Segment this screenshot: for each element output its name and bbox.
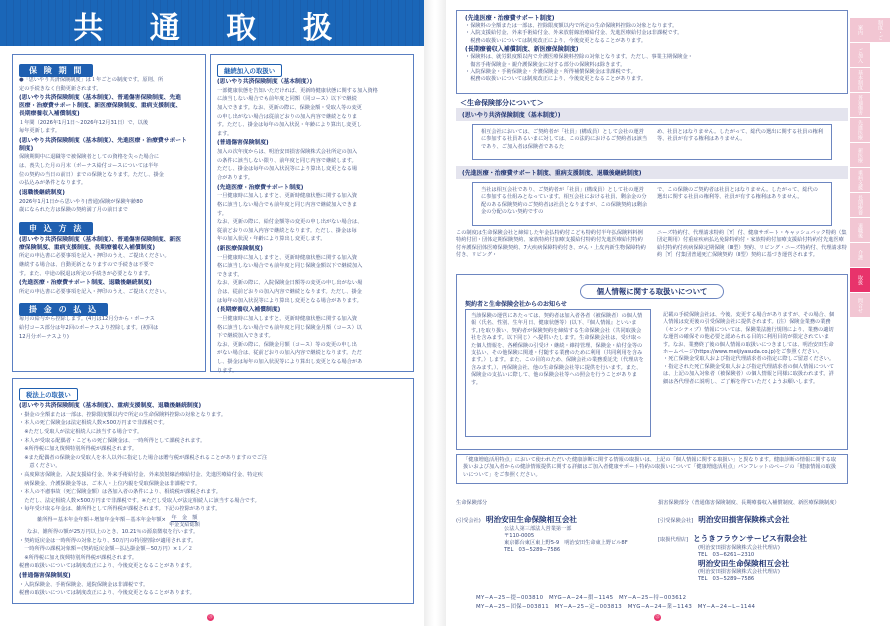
formula-denominator: 年金支給総額 <box>168 521 200 528</box>
keizoku-text: 下で継続加入できます。 <box>217 333 274 340</box>
company-label: 生命保険部分 <box>456 500 488 506</box>
company-role: (引受会社) <box>456 518 481 524</box>
kikan-text: 定の手続きなく自動更新されます。 <box>19 85 102 92</box>
keizoku-text: なお、更新の際に、入院保険金日額等の変更の申し出がない場 <box>217 280 363 287</box>
kikan-subhead: 長期療養収入補償制度) <box>19 110 80 117</box>
moushikomi-text: す。また、中途の脱退は所定の手続きが必要となります。 <box>19 270 154 277</box>
zei-text: ・本人の不慮事故（死亡保険金額）は各加入者の条件により、相続税が課税されます。 <box>19 489 221 496</box>
index-tab[interactable]: 普通傷害 <box>850 93 870 117</box>
document-codes-1: MY−A−25−提−003810 MYG−A−24−損−1145 MY−A−25−持−003612 <box>476 595 687 601</box>
kikan-text: は、喪失した月の月末（ボーナス給付コースについては半年 <box>19 162 159 169</box>
company-dept: 公法人第三部法人営業第一部 <box>504 526 572 532</box>
keizoku-text: 一旦健康時に加入しますと、更新時健康状態に関する加入資 <box>217 316 358 323</box>
kojin-subhead: 契約者と生命保険会社からのお知らせ <box>465 301 567 308</box>
kojin-left-panel <box>465 309 651 437</box>
seimei-box1-text: 相互会社においては、ご契約者が「社員」(構成員）として会社の運営に参加する社員あるいまに対しては、この法的におけるご契約者は該当であり、ご加入者は保険者であるた <box>481 129 648 150</box>
company-role: [引受保険会社] <box>658 518 694 524</box>
index-tabs <box>850 18 883 318</box>
keizoku-text: 年の加入状況・年齢により算出し変更します。 <box>217 236 326 243</box>
keizoku-text: 合は、従前どおりの加入内容で継続となります。ただし、掛金 <box>217 289 362 296</box>
tax2-text: 税務の取扱いについては制度改正により、今後変更となることがあります。 <box>465 37 647 44</box>
section-heading-kakekin: 掛 金 の 払 込 <box>19 303 108 316</box>
index-tab[interactable]: 問合せ <box>850 293 870 317</box>
keizoku-text: 一部健康状態を告知いただければ、更新時健康状態に関する加入資格 <box>217 87 378 94</box>
formula-text: 雑所得＝基本年金年額＋増加年金年額－基本年金年額× <box>37 517 166 524</box>
tax2-text: 傷害手術保険金・親介護保険金に対する部分の保険料は除きます。 <box>465 61 626 68</box>
kakekin-text: 12月分ボーナスより) <box>19 333 69 340</box>
index-tab-active[interactable]: 取扱 <box>850 268 870 292</box>
index-tab[interactable]: 制度・ご案内 <box>850 18 890 42</box>
keizoku-text: 従前どおりの加入内容で継続となります。ただし、掛金は毎 <box>217 227 357 234</box>
kikan-subhead: (思いやり共済保険制度（基本制度）、先進医療・治療費サポート <box>19 137 187 144</box>
tax-box <box>12 378 414 604</box>
formula-numerator: 年 金 額 <box>171 514 198 521</box>
zei-text: 病保険金、介護保険金等は、ご本人・上位内親を受取保険金は非課税です。 <box>19 480 201 487</box>
keizoku-text: の条件に該当しない限り、前年度と同じ内容で継続します。 <box>217 157 357 164</box>
zei-text: 税務の取扱いについては制度改正により、今後変更となることがあります。 <box>19 590 195 597</box>
page-number-left: ㉛ <box>208 615 213 620</box>
company-sub: (明治安田損害保険株式会社代理店) <box>698 569 780 575</box>
tax-continued-box <box>456 10 848 94</box>
kikan-text: 歳になられた方は保険の契約満了月の前日まで <box>19 207 128 214</box>
kikan-subhead: 制度) <box>19 145 34 152</box>
moushikomi-text: 継続する場合は、自動更新となりますので手続きは不要で <box>19 261 154 268</box>
moushikomi-subhead: (先進医療・治療費サポート制度、退職後継続制度) <box>19 280 152 287</box>
section-heading-kikan: 保 険 期 間 <box>19 64 93 77</box>
seimei-box2-text: で、この保険のご契約者は社員とはなりません。したがって、総代の選出に関する社員の権利等、社員が有する権利はありません。 <box>657 187 818 201</box>
kikan-subhead: (思いやり共済保険制度（基本制度）、普通傷害保険制度、先進 <box>19 95 182 102</box>
kikan-text: ●「思いやり共済保険制度」は１年ごとの制度です。原則、所 <box>19 77 164 83</box>
keizoku-subhead: (先進医療・治療費サポート制度) <box>217 184 304 191</box>
tax2-text: ・保険料の全額または一部は、控除限度額以内で所定の生命保険料控除の対象となります。 <box>465 23 678 29</box>
left-column-box <box>12 54 206 372</box>
tax2-text: 税務の取扱いについては制度改正により、今後変更となることがあります。 <box>465 76 647 83</box>
seimei-title: ＜生命保険部分について＞ <box>460 99 544 107</box>
kojin-text: 記載の手続保険会社は、今後、変更する場合がありますが、その場合、個人情報は変更後の引受保険会社に提供されます。(注）保険金業務の業務（センシティブ）情報については、保険業法施行規則により、業務の適切な運営の確保その他必要と認められる目的に利用目的が限定されています。なお、業務終了後の個人情報の取扱いにつきましては、明治安田生命ホームページ(https://www.meijiyasuda.co.jp)をご参照ください。 ・死亡保険金受取人および指定代理請求者の指定に際しご留意ください。 ・指定された死亡保険金受取人および指定代理請求者の個人情報については、上記の加入対象者（被保険者）の個人情報と同様に取扱われます。詳細は各代理者に説明し、ご了解を得ていただくようお願いします。 <box>663 312 835 385</box>
keizoku-text: ります。 <box>217 367 238 374</box>
right-column-box <box>210 54 414 372</box>
keizoku-text: なお、更新の際に、給付金額等の変更の申し出がない場合は、 <box>217 219 363 226</box>
zei-text: 一時所得の課税対象額＝(契約返戻金額－払込掛金額－50万円）×１／２ <box>19 546 193 553</box>
kakekin-text: 給付コース部分は年2回のボーナスより控除します。(初回は <box>19 325 159 332</box>
formula-fraction <box>169 515 200 528</box>
index-tab[interactable]: 先進医療 <box>850 118 870 142</box>
company-name: 明治安田損害保険株式会社 <box>698 515 790 524</box>
zei-text: ※ただし受取人が法定相続人に該当する場合です。 <box>19 428 143 435</box>
tax2-text: ・入院支援給付金、外来手術給付金、外来放射線治療給付金、先進医療給付金は非課税です。 <box>465 30 683 37</box>
zei-text: ・本人が受取る配偶者・こどもの死亡保険金は、一時所得として課税されます。 <box>19 437 206 444</box>
zei-text: ※所得税に加え復興特別所得税が課税されます。 <box>19 446 138 453</box>
left-page <box>0 0 424 626</box>
document-codes-2: MY−A−25−団保−003811 MY−A−25−定−003813 MYG−A−24−業−1143 MY−A−24−L−1144 <box>476 604 756 610</box>
kikan-text: 2026年1月1日から思いやり(普通)保険が保険年齢80 <box>19 198 143 205</box>
keizoku-text: 加入できます。なお、更新の際に、保険金額・受取人等の変更 <box>217 104 362 111</box>
index-tab[interactable]: 退職後 <box>850 218 870 242</box>
zei-text: ・契約返戻金は一時所得の対象となり、50万円の特別控除が適用されます。 <box>19 537 197 544</box>
index-tab[interactable]: 基本制度 <box>850 68 870 92</box>
seimei-box-2 <box>472 182 832 226</box>
tax2-subhead: (先進医療・治療費サポート制度) <box>465 15 555 22</box>
kojin-joho-box <box>456 274 848 450</box>
keizoku-text: 一旦健康時に加入しますと、更新時健康状態に関する加入資 <box>217 193 358 200</box>
company-block-nonlife <box>658 500 848 583</box>
moushikomi-subhead: 療保険制度、重病支援制度、長期療養収入補償制度) <box>19 244 155 251</box>
keizoku-text: ただし、掛金は毎年の加入状況等により算出し変更となる場 <box>217 166 358 173</box>
seimei-subhead-bar-2: (先進医療・治療費サポート制度、重病支援制度、退職後継続制度) <box>456 166 848 179</box>
company-block-life <box>456 500 656 554</box>
section-heading-keizoku: 継続加入の取扱い <box>217 64 282 77</box>
zei-text: ・掛金の全額または一部は、控除限度額以内で所定の生命保険料控除の対象となります。 <box>19 411 227 418</box>
keizoku-text: に該当しない場合でも前年度と同額（同コース）以下で継続 <box>217 96 357 103</box>
tax2-text: ・入院保険金・手術保険金・介護保険金・所得補償保険金は非課税です。 <box>465 69 636 76</box>
kikan-subhead: (退職後継続制度) <box>19 189 65 196</box>
kenko-note-box <box>456 454 848 484</box>
company-name: 明治安田生命保険相互会社 <box>485 515 578 524</box>
moushikomi-text: 所定の申込書に必要事項を記入・押印のうえ、ご提出ください。 <box>19 253 170 260</box>
kikan-text: １年間（2026年1月1日〜2026年12月31日）で、以後 <box>19 119 149 126</box>
keizoku-text: 格に該当しない場合でも前年度と同じ保険金額以下で継続加入 <box>217 263 363 270</box>
index-tab[interactable]: 重病支援 <box>850 168 870 192</box>
page-number-right: ㉜ <box>655 615 660 620</box>
kojin-text: 当該保険の運営にあたっては、契約者は加入者各者（被保険者）の個人情報（氏名、性別、生年月日、健康状態等）(以下、『個人情報』といいます。)を取り扱い、契約者が保険契約を締結する生命保険会社（共同取扱会社を含みます。以下同じ）へ提供いたします。生命保険会社は、受け取った個人情報を、各種保険の引受け・継続・維持管理、保険金・給付金等の支払い、その他保険に関連・付随する業務のために利用（共同利用を含みます。）します。また、この目的のため、保険会社の業務委託先（代理店を含みます。）、再保険会社、他の生命保険会社等に提供を行います。また、保険金の支払いに際して、他の保険会社等への照会を行うことがあります。 <box>471 313 644 386</box>
seimei-subhead-bar: (思いやり共済保険制度（基本制度）) <box>456 108 848 121</box>
page-header <box>0 0 424 46</box>
seido-text: ニーズ特約付、代理請求特約［Y］付、健康サポート・キャッシュバック特約（集団定期用）付重症疾病払込免除特約付・家族特約付加療支援給付特約付先進医療給付特約付疾病保障定期保険（Ⅲ型）契約、リビング・ニーズ特約付、代理請求特約［Y］付集団普通死亡保険契約（Ⅱ型）契約に基づき運営されます。 <box>657 230 847 259</box>
zei-text: ・入院保険金、手術保険金、通院保険金は非課税です。 <box>19 581 149 588</box>
section-heading-zei: 税法上の取扱い <box>19 388 78 401</box>
section-heading-moushikomi: 申 込 方 法 <box>19 222 93 235</box>
zei-text: ※所得税に加え復興特別所得税が課税されます。 <box>19 554 138 561</box>
kikan-text: 毎年更新します。 <box>19 128 61 135</box>
seido-paragraph <box>456 230 848 260</box>
kikan-text: 位の契約の当日の前日）までの保険となります。ただし、掛金 <box>19 171 164 178</box>
company-role: [取扱代理店] <box>658 537 688 543</box>
kikan-text: 保険期間中に退職等で被保険者としての資格を失った場合に <box>19 154 160 161</box>
zei-text: ・高度障害保険金、入院支援給付金、外来手術給付金、外来放射線治療給付金、先進医療給付金、特定疾 <box>19 471 263 478</box>
index-tab[interactable]: 長期療養 <box>850 193 870 217</box>
seimei-box2-text: 当社は相互会社であり、ご契約者が「社員」(構成員）として社の運営に参加する仕組みとなっています。相互会社における社員、剰余金の分配のある保険契約のご契約者は社員となりますが、この保険契約は剰余金の分配のない契約ですの <box>481 187 648 216</box>
index-tab[interactable]: ご加入 <box>850 43 870 67</box>
zei-text: 税務の取扱いについては制度改正により、今後変更となることがあります。 <box>19 563 195 570</box>
zei-text: ・本人の死亡保険金は法定相続人数×500万円まで非課税です。 <box>19 420 168 427</box>
company-zip: 〒110-0005 <box>504 533 535 539</box>
tax-formula <box>19 515 407 528</box>
index-tab[interactable]: 新医療 <box>850 143 870 167</box>
keizoku-text: す。 <box>217 210 227 217</box>
page-title: 共 通 取 扱 <box>73 11 351 46</box>
zei-subhead: (思いやり共済保険制度（基本制度）、重病支援制度、退職後継続制度) <box>19 403 202 409</box>
zei-text: ※また配偶者の保険金の受取人を本人以外に指定した場合は贈与税が課税されることがありますのでご注 <box>19 454 268 461</box>
seimei-box1-text: め、社員とはなりません。したがって、総代の選出に関する社員の権利等、社員が有する権利はありません。 <box>657 129 824 143</box>
zei-text: 意ください。 <box>19 463 61 470</box>
kikan-subhead: 医療・治療費サポート制度、新医療保険制度、重病支援制度、 <box>19 102 182 109</box>
kenko-note-text: 「健康増進活用特点」において使われただいた健康診断に関する情報の取扱いは、上記の「個人情報に関する取扱い」と異なります。健康診断の情報に関する取扱いおよび加入者からの健診情報提供に関する詳細はご加入者健康サポート特約の取扱いについて「健康増進活用点」パンフレットのページの「健康情報の取扱いについて」をご参照ください。 <box>463 457 837 478</box>
zei-text: ・毎年受け取る年金は、雑所得として所得税が課税されます。下記の控除があります。 <box>19 506 221 513</box>
keizoku-subhead: (長期療養収入補償制度) <box>217 307 281 314</box>
binding-gutter <box>424 0 446 626</box>
keizoku-text: ます。 <box>217 130 233 137</box>
keizoku-text: し、掛金は毎年の加入状況等により算出し変更となる場合があ <box>217 359 363 366</box>
seimei-box-1 <box>472 124 832 160</box>
tax2-text: ・保険料は、就労限度額以内で介護医療保険料控除の対象となります。ただし、事業主期保険金・ <box>465 54 693 61</box>
company-name: とうきフラウンサービス有限会社 <box>693 534 807 543</box>
seido-text: この制度は生命保険会社と締結した年金払特約付こども特約付半年払保険料料例特約付団・団体定期保険契約、家族特約付加療支援給付特約付先進医療給付特約付弁護保団体医療保険契約、7大疾病保障特約付き、がん・上皮内新生物保障特約付き、リビング・ <box>456 230 646 259</box>
kojin-title: 個人情報に関する取扱いについて <box>580 284 725 299</box>
company-tel: TEL 03−5289−7586 <box>504 547 561 553</box>
right-page <box>446 0 870 626</box>
company-address: 東京都台東区東上野5-9 明治安田生命東上野ビル8F <box>504 540 628 546</box>
keizoku-text: できます。 <box>217 271 243 278</box>
keizoku-text: 一旦健康時に加入しますと、更新時健康状態に関する加入資 <box>217 254 358 261</box>
company-label: 損害保険部分（普通傷害保険制度、長期療養収入補償制度、新医療保険制度） <box>658 500 840 506</box>
keizoku-text: がない場合は、従前どおりの加入内容で継続となります。ただ <box>217 350 362 357</box>
keizoku-text: す。ただし、掛金は毎年の加入状況・年齢により算出し変更し <box>217 122 362 129</box>
zei-text: ただし、法定相続人数×500万円まで非課税です。※ただし受取人が法定相続人に該当する場合です。 <box>19 497 260 504</box>
moushikomi-text: 所定の申込書に必要事項を記入・押印のうえ、ご提出ください。 <box>19 288 170 295</box>
keizoku-text: なお、更新の際に、保険金月額（コース）等の変更の申し出 <box>217 341 357 348</box>
keizoku-text: の申し出がない場合は従前どおりの加入内容で継続となりま <box>217 113 358 120</box>
kikan-text: の払込みが条件となります。 <box>19 180 87 187</box>
kojin-right-panel <box>661 309 839 437</box>
company-sub: (明治安田損害保険株式会社代理店) <box>698 545 780 551</box>
company-tel: TEL 03−5289−7586 <box>698 576 755 582</box>
company-name: 明治安田生命保険相互会社 <box>698 559 790 568</box>
company-tel: TEL 03−6261−2310 <box>698 552 755 558</box>
keizoku-subhead: (新医療保険制度) <box>217 245 263 252</box>
keizoku-text: 合があります。 <box>217 174 253 181</box>
kakekin-text: 毎月の給与から控除します。(4月は12月分から・ボーナス <box>19 316 155 323</box>
moushikomi-subhead: (思いやり共済保険制度（基本制度）、普通傷害保険制度、新医 <box>19 236 182 243</box>
tax2-subhead: (長期療養収入補償制度、新医療保険制度) <box>465 46 579 54</box>
keizoku-subhead: (思いやり共済保険制度（基本制度）) <box>217 79 313 85</box>
keizoku-subhead: (普通傷害保険制度) <box>217 140 269 147</box>
keizoku-text: は毎年の加入状況等により算出し変更となる場合があります。 <box>217 297 362 304</box>
keizoku-text: 加入の次年度からは、明治安田損害保険株式会社所定の加入 <box>217 149 358 156</box>
keizoku-text: 格に該当しない場合でも前年度と同じ内容で継続加入できま <box>217 201 358 208</box>
index-tab[interactable]: 介護 <box>850 243 870 267</box>
zei-text: なお、雑所得の額が25万円以上のとき、10.21％の源泉徴収を行います。 <box>27 528 199 535</box>
keizoku-text: 格に該当しない場合でも前年度と同じ保険金月額（コース）以 <box>217 324 362 331</box>
zei-subhead: (普通傷害保険制度) <box>19 572 71 579</box>
